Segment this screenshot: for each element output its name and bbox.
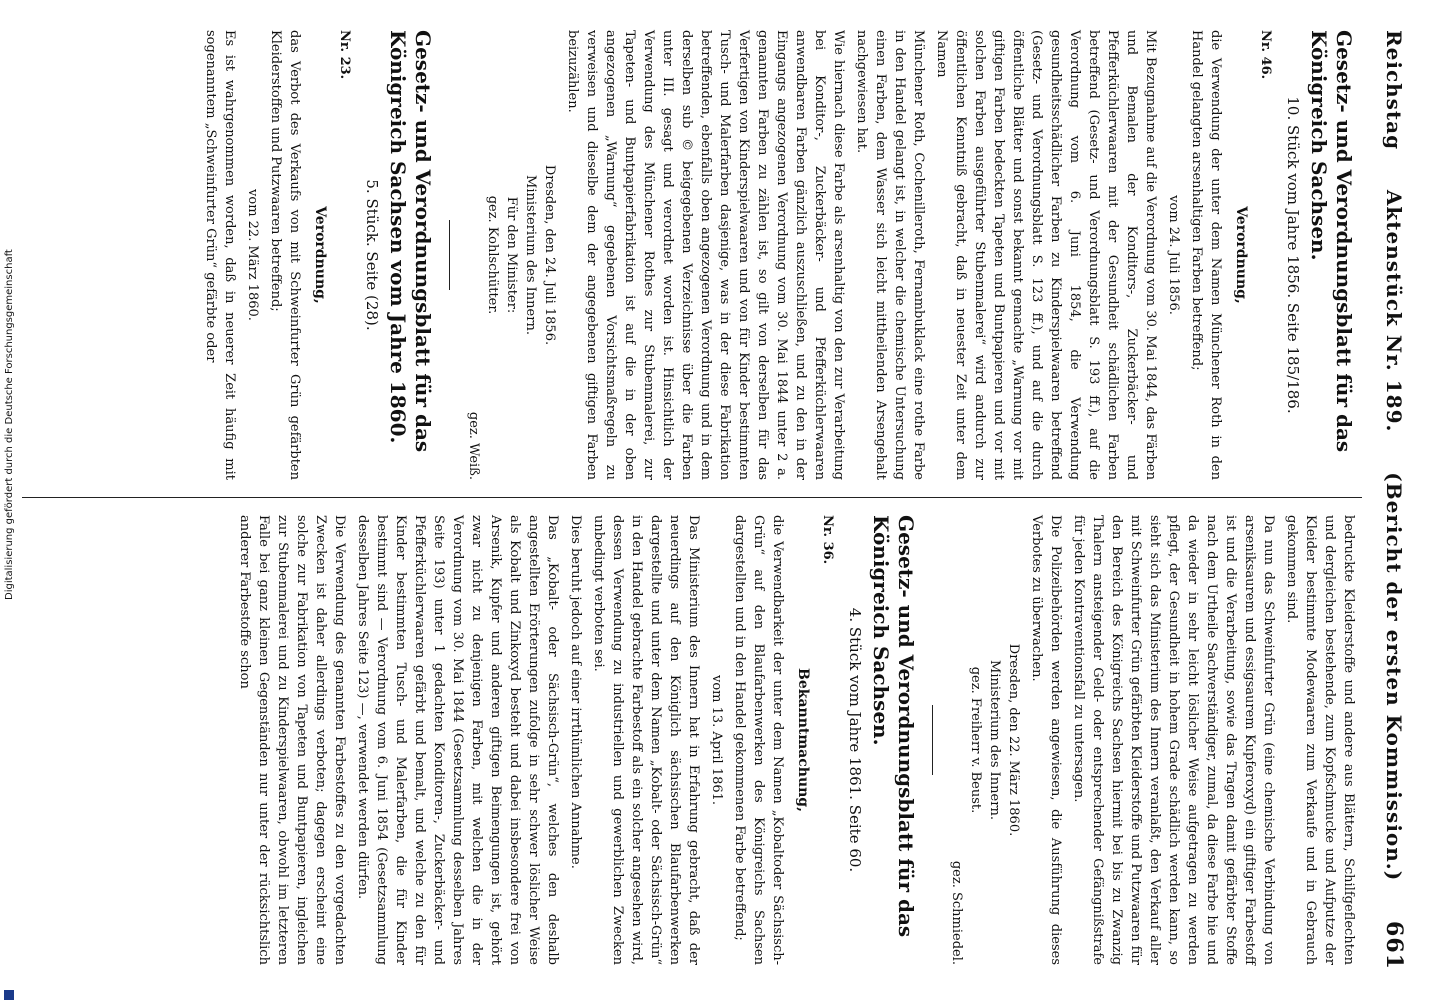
item-description: die Verwendbarkeit der unter dem Namen „Kobaltoder Sächsisch-Grün“ auf den Blaufarbenwerken des Königreichs Sachsen dargestellten und in den Handel gekommenen Farbe betreffend; (732, 515, 785, 965)
ministry: Ministerium des Innern. (523, 175, 538, 335)
right-column (231, 515, 1362, 965)
paragraph: Da nun das Schweinfurter Grün (eine chemische Verbindung von arseniksaurem und essigsaurem Kupferoxyd) ein giftiger Farbestoff ist und die Verarbeitung, sowie das Tragen damit gefärbter Stoffe nach dem Urtheile Sachverständiger, zumal, da diese Farbe hie und da wieder in sehr leicht löslicher Weise aufgetragen zu werden pflegt, der Gesundheit in hohem Grade schädlich werden kann, so sieht sich das Ministerium des Innern veranlaßt, den Verkauf aller mit Schweinfurter Grün gefärbten Kleiderstoffe und Putzwaaren für den Bereich des Königreichs Sachsen hiermit bei bis zu Zwanzig Thalern ansteigender Geld- oder entsprechender Gefängnißstrafe für jeden Kontraventionsfall zu untersagen. (1071, 515, 1276, 965)
item-number: Nr. 36. (820, 515, 835, 565)
paragraph: Mit Bezugnahme auf die Verordnung vom 30. Mai 1844, das Färben und Bemalen der Konditors-, Zuckerbäcker- und Pfefferküchlerwaaren mit der Gesundheit schädlichen Farben betreffend (Gesetz- und Verordnungsblatt S. 193 ff.), auf die Verordnung vom 6. Juni 1854, die Verwendung gesundheitsschädlicher Farben zu Kinderspielwaaren betreffend (Gesetz- und Verordnungsblatt S. 123 ff.), und auf die durch öffentliche Blätter und sonst bekannt gemachte „Warnung vor mit giftigen Farben bedeckten Tapeten und Buntpapieren und vor mit solchen Farben ausgeführter Stubenmalerei“ wird andurch zur öffentlichen Kenntniß gebracht, daß in neuester Zeit unter dem Namen (934, 30, 1158, 480)
paragraph: Die Verwendung des genannten Farbestoffes zu den vorgedachten Zwecken ist daher allerdings verboten; dagegen erscheint eine solche zur Fabrikation von Tapeten und Buntpapieren, ingleichen zur Stubenmalerei und zu Kinderspielwaaren, obwohl im letzteren Falle bei ganz kleinen Gegenständen nur unter der rücksichtslich anderer Farbestoffe schon (237, 515, 347, 965)
item-title: Verordnung, (1233, 206, 1249, 304)
separator-rule (449, 220, 450, 290)
paragraph: Das „Kobalt- oder Sächsisch-Grün“, welches den deshalb angestellten Erörterungen zufolge in sehr schwer löslicher Weise als Kobalt und Zinkoxyd besteht und dabei insbesondere frei von Arsenik, Kupfer und anderen giftigen Beimengungen ist, gehört zwar nicht zu denjenigen Farben, mit welchen die in der Verordnung vom 30. Mai 1844 (Gesetzsammlung desselben Jahres Seite 193) unter 1 gedachten Konditoren-, Zuckerbäcker- und Pfefferküchlerwaaren gefärbt und bemalt, und welche zu den für Kinder bestimmten Tusch- und Malerfarben, die für Kinder bestimmt sind — Verordnung vom 6. Juni 1854 (Gesetzsammlung desselben Jahres Seite 123) —, verwendet werden dürfen. (355, 515, 560, 965)
header-center: Aktenstück Nr. 189. (1382, 189, 1406, 433)
item-date: vom 22. März 1860. (245, 189, 260, 321)
header-right: (Bericht der ersten Kommission.) (1382, 472, 1406, 882)
section-subheading: 10. Stück vom Jahre 1856. Seite 185/186. (1284, 96, 1302, 414)
separator-rule (932, 705, 933, 775)
item-title: Verordnung, (312, 206, 328, 304)
item-description: die Verwendung der unter dem Namen Münchener Roth in den Handel gelangten arsenhaltigen Farben betreffend; (1189, 30, 1223, 480)
section-heading: Gesetz- und Verordnungsblatt für das Königreich Sachsen. (869, 515, 918, 938)
header-left: Reichstag (1382, 30, 1406, 151)
date-place: Dresden, den 22. März 1860. (1006, 643, 1021, 837)
item-number: Nr. 23. (337, 30, 352, 80)
section-heading: Gesetz- und Verordnungsblatt für das Königreich Sachsen. (1307, 30, 1356, 453)
paragraph: Dies beruht jedoch auf einer irrthümlichen Annahme. (568, 515, 583, 869)
item-title: Bekanntmachung, (795, 668, 811, 812)
section-subheading: 4. Stück vom Jahre 1861. Seite 60. (846, 607, 864, 873)
page-header (1374, 30, 1414, 970)
column-divider (22, 497, 1362, 498)
paragraph: Wie hiernach diese Farbe als arsenhaltig von den zur Verarbeitung bei Konditor-, Zuckerbäcker- und Pfefferküchlerwaaren anwendbaren Farben gänzlich auszuschließen, und zu den in der Eingangs angezogenen Verordnung vom 30. Mai 1844 unter 2 a. genannten Farben zu zählen ist, so gilt von derselben für das Verfertigen von Kinderspielwaaren und von für Kinder bestimmten Tusch- und Malerfarben dasjenige, was in der diese Fabrikation betreffenden, ebenfalls oben angezogenen Verordnung und in dem derselben sub © beigegebenen Verzeichnisse über die Farben unter III. gesagt und verordnet worden ist. Hinsichtlich der Verwendung des Münchener Rothes zur Stubenmalerei, zur Tapeten- und Buntpapierfabrikation ist auf die in der oben angezogenen „Warnung“ gegebenen Vorsichtsmaßregeln zu verweisen und dieselbe dem der angegebenen giftigen Farben beizuzählen. (565, 30, 846, 480)
section-subheading: 5. Stück. Seite (28). (363, 179, 381, 331)
paragraph: bedruckte Kleiderstoffe und andere aus Blättern, Schilfgeflechten und dergleichen bestehende, zum Kopfschmucke und Aufputze der Kleider bestimmte Modewaaren zum Verkaufe und in Gebrauch gekommen sind. (1284, 515, 1356, 965)
section-heading: Gesetz- und Verordnungsblatt für das Königreich Sachsen vom Jahre 1860. (386, 30, 435, 453)
ministry: Ministerium des Innern. (987, 660, 1002, 820)
paragraph: Münchener Roth, Cochenilleroth, Fernambuklack eine rothe Farbe in den Handel gelangt ist, in welcher die chemische Untersuchung einen Farben, dem Wasser sich leicht mittheilenden Arsengehalt nachgewiesen hat. (854, 30, 926, 480)
left-column (197, 30, 1362, 480)
item-date: vom 24. Juli 1856. (1166, 195, 1181, 315)
page-number: 661 (1381, 921, 1407, 970)
signature: gez. Weiß. (466, 411, 481, 480)
digitization-credit: Digitalisierung gefördert durch die Deutsche Forschungsgemeinschaft (4, 249, 15, 600)
for-minister: Für den Minister: (504, 196, 519, 314)
paragraph: Die Polizeibehörden werden angewiesen, die Ausführung dieses Verbotes zu überwachen. (1029, 515, 1063, 965)
dfg-logo (4, 990, 14, 1000)
paragraph: Das Ministerium des Innern hat in Erfahrung gebracht, daß der neuerdings auf den Königlich sächsischen Blaufarbenwerken dargestellte und unter dem Namen „Kobalt- oder Sächsisch-Grün“ in den Handel gebrachte Farbestoff als ein solcher angesehen wird, dessen Verwendung zu industriellen und gewerblichen Zwecken unbedingt verboten sei. (591, 515, 701, 965)
item-description: das Verbot des Verkaufs von mit Schweinfurter Grün gefärbten Kleiderstoffen und Putzwaaren betreffend; (268, 30, 302, 480)
paragraph: Es ist wahrgenommen worden, daß in neuerer Zeit häufig mit sogenanntem „Schweinfurter Grün“ gefärbte oder (203, 30, 237, 480)
signature: gez. Kohlschütter. (485, 195, 500, 315)
signature: gez. Freiherr v. Beust. (968, 666, 983, 814)
item-number: Nr. 46. (1258, 30, 1273, 80)
date-place: Dresden, den 24. Juli 1856. (542, 164, 557, 346)
signature: gez. Schmiedel. (949, 860, 964, 965)
item-date: vom 13. April 1861. (709, 674, 724, 806)
